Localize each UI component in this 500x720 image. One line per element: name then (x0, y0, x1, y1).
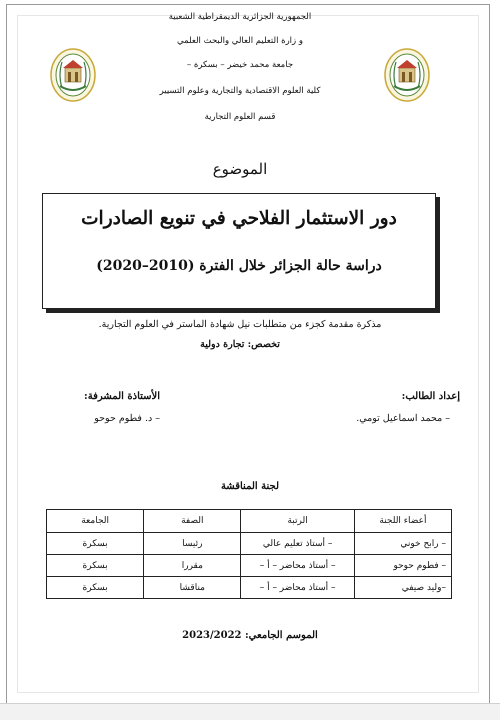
member-role: رئيسا (144, 533, 241, 555)
member-name: – رابح خوني (354, 533, 451, 555)
university-name: جامعة محمد خيضر – بسكرة – (186, 60, 294, 70)
table-row (47, 533, 452, 555)
page-bottom-edge (0, 703, 500, 720)
republic-name: الجمهورية الجزائرية الديمقراطية الشعبية (168, 12, 312, 22)
member-university: بسكرة (47, 555, 144, 577)
column-header: أعضاء اللجنة (354, 510, 451, 533)
table-header-row (47, 510, 452, 533)
thesis-title: دور الاستثمار الفلاحي في تنويع الصادرات (81, 208, 397, 229)
supervisor-label: الأستاذة المشرفة: (84, 391, 160, 402)
member-name: – فطوم حوحو (354, 555, 451, 577)
member-rank: – أستاذ تعليم عالي (241, 533, 354, 555)
student-name: – محمد اسماعيل تومي. (356, 413, 450, 424)
academic-year: الموسم الجامعي: 2023/2022 (182, 630, 318, 641)
committee-table (46, 509, 452, 599)
member-rank: – أستاذ محاضر – أ – (241, 577, 354, 599)
thesis-subtitle: دراسة حالة الجزائر خلال الفترة (2010–2020) (96, 258, 382, 274)
ministry-name: و زارة التعليم العالي والبحث العلمي (177, 36, 303, 46)
committee-title: لجنة المناقشة (220, 481, 280, 492)
column-header: الرتبة (241, 510, 354, 533)
table-row (47, 577, 452, 599)
column-header: الصفة (144, 510, 241, 533)
memo-description: مذكرة مقدمة كجزء من متطلبات نيل شهادة الماستر في العلوم التجارية. (98, 319, 382, 330)
member-name: –وليد صيفي (354, 577, 451, 599)
table-row (47, 555, 452, 577)
column-header: الجامعة (47, 510, 144, 533)
department-name: قسم العلوم التجارية (204, 112, 276, 122)
supervisor-name: – د. فطوم حوحو (94, 413, 160, 424)
topic-label: الموضوع (212, 160, 268, 178)
university-logo-right (384, 48, 430, 102)
specialty-line: تخصص: تجارة دولية (200, 339, 280, 350)
faculty-name: كلية العلوم الاقتصادية والتجارية وعلوم التسيير (159, 86, 321, 96)
member-role: مقررا (144, 555, 241, 577)
member-role: مناقشا (144, 577, 241, 599)
member-university: بسكرة (47, 577, 144, 599)
student-label: إعداد الطالب: (401, 391, 460, 402)
title-box (42, 193, 436, 309)
member-rank: – أستاذ محاضر – أ – (241, 555, 354, 577)
page-frame (6, 4, 490, 704)
member-university: بسكرة (47, 533, 144, 555)
